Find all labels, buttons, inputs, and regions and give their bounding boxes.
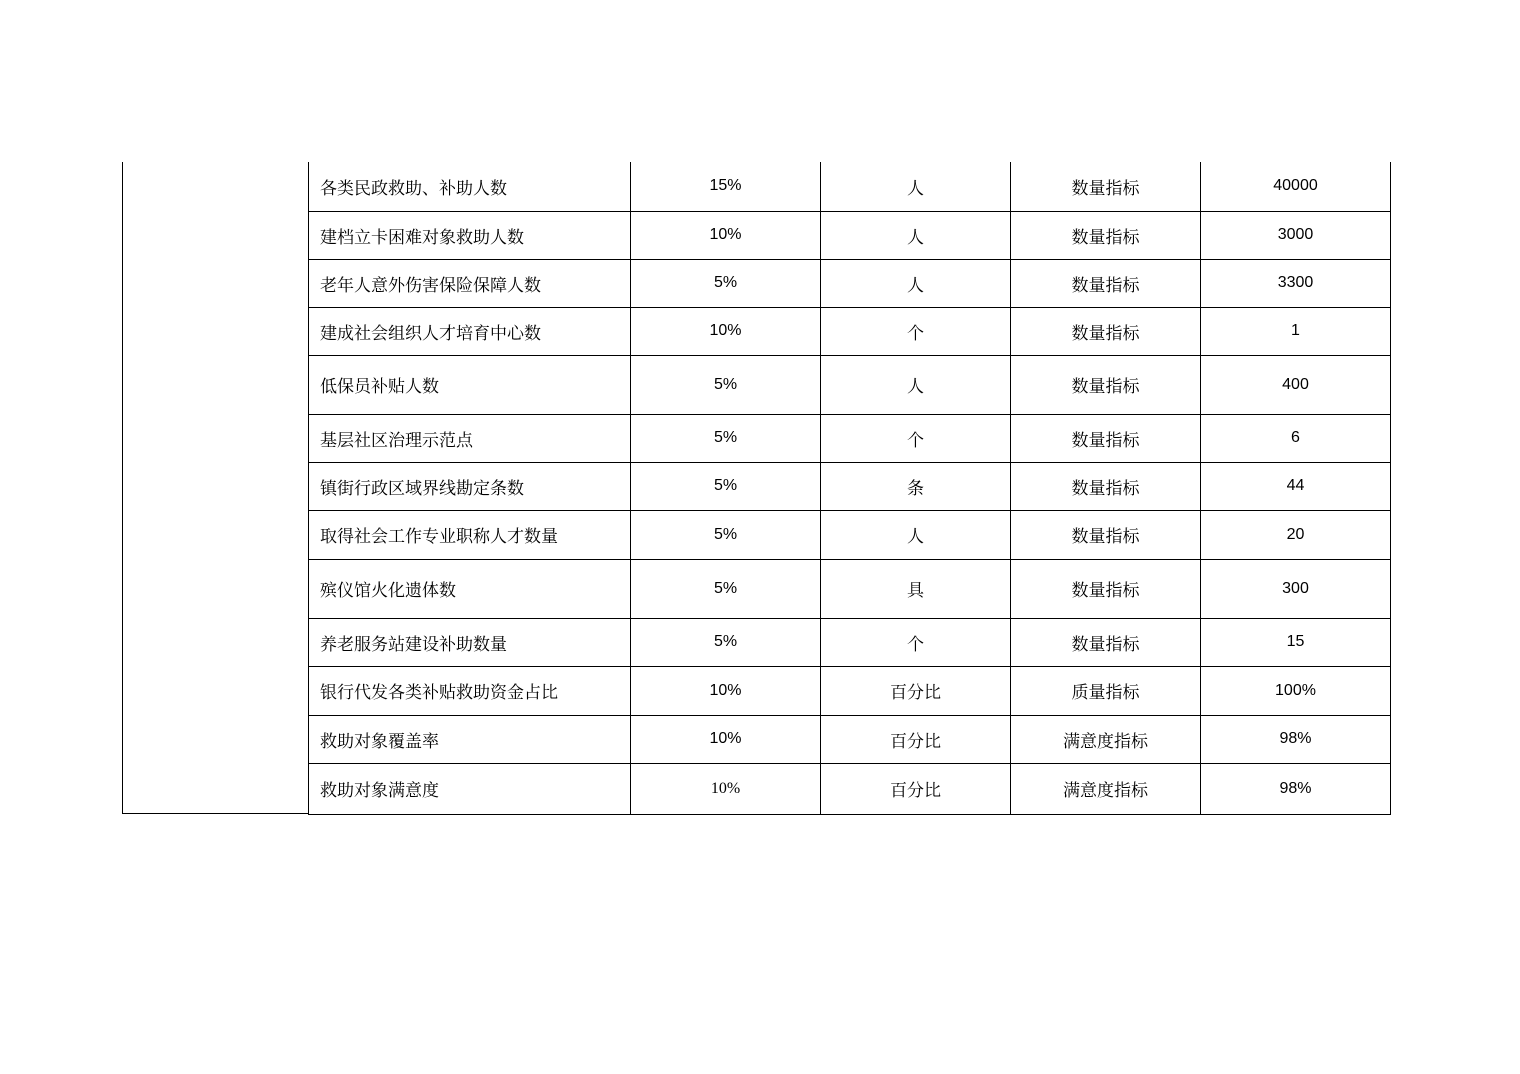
table-row [309,666,1391,715]
indicator-unit: 人 [821,259,1011,307]
indicator-target-value: 20 [1201,510,1391,559]
indicator-weight: 15% [631,162,821,211]
indicator-weight: 5% [631,414,821,462]
indicator-name: 老年人意外伤害保险保障人数 [309,259,631,307]
merged-left-column [122,162,308,814]
indicator-unit: 具 [821,559,1011,618]
indicator-name: 建档立卡困难对象救助人数 [309,211,631,259]
indicator-weight: 10% [631,307,821,355]
indicator-unit: 人 [821,162,1011,211]
table-row [309,307,1391,355]
indicator-name: 养老服务站建设补助数量 [309,618,631,666]
indicator-name: 殡仪馆火化遗体数 [309,559,631,618]
indicator-weight: 5% [631,618,821,666]
indicator-weight: 5% [631,355,821,414]
indicator-weight: 5% [631,462,821,510]
table-row [309,559,1391,618]
indicator-type: 数量指标 [1011,307,1201,355]
indicator-unit: 人 [821,355,1011,414]
table-row [309,510,1391,559]
indicator-type: 数量指标 [1011,510,1201,559]
indicator-name: 建成社会组织人才培育中心数 [309,307,631,355]
table-row [309,462,1391,510]
indicator-target-value: 100% [1201,666,1391,715]
indicator-name: 基层社区治理示范点 [309,414,631,462]
table-row [309,414,1391,462]
indicator-target-value: 44 [1201,462,1391,510]
indicator-type: 质量指标 [1011,666,1201,715]
indicator-unit: 百分比 [821,763,1011,814]
indicator-type: 数量指标 [1011,259,1201,307]
indicator-unit: 人 [821,211,1011,259]
indicator-weight: 5% [631,559,821,618]
indicator-target-value: 98% [1201,715,1391,763]
table-row [309,715,1391,763]
indicator-unit: 条 [821,462,1011,510]
indicator-name: 救助对象满意度 [309,763,631,814]
indicator-unit: 个 [821,414,1011,462]
indicator-weight: 10% [631,715,821,763]
indicator-target-value: 98% [1201,763,1391,814]
indicator-target-value: 40000 [1201,162,1391,211]
indicator-target-value: 3300 [1201,259,1391,307]
indicator-type: 数量指标 [1011,162,1201,211]
table-row [309,763,1391,814]
indicator-unit: 百分比 [821,666,1011,715]
indicator-type: 满意度指标 [1011,715,1201,763]
table-row [309,211,1391,259]
table-row [309,162,1391,211]
indicator-target-value: 6 [1201,414,1391,462]
indicator-name: 银行代发各类补贴救助资金占比 [309,666,631,715]
indicator-type: 数量指标 [1011,414,1201,462]
indicator-type: 数量指标 [1011,355,1201,414]
indicator-name: 镇街行政区域界线勘定条数 [309,462,631,510]
indicator-unit: 百分比 [821,715,1011,763]
indicator-type: 满意度指标 [1011,763,1201,814]
indicator-name: 低保员补贴人数 [309,355,631,414]
indicator-weight: 10% [631,666,821,715]
indicator-type: 数量指标 [1011,618,1201,666]
indicator-name: 取得社会工作专业职称人才数量 [309,510,631,559]
indicator-type: 数量指标 [1011,559,1201,618]
indicator-unit: 个 [821,618,1011,666]
indicator-unit: 人 [821,510,1011,559]
performance-indicator-table [308,162,1391,815]
indicator-target-value: 15 [1201,618,1391,666]
table-row [309,355,1391,414]
indicator-target-value: 400 [1201,355,1391,414]
indicator-target-value: 3000 [1201,211,1391,259]
indicator-weight: 10% [631,763,821,814]
indicator-weight: 10% [631,211,821,259]
indicator-weight: 5% [631,259,821,307]
table-row [309,618,1391,666]
indicator-type: 数量指标 [1011,211,1201,259]
indicator-type: 数量指标 [1011,462,1201,510]
indicator-target-value: 300 [1201,559,1391,618]
indicator-name: 各类民政救助、补助人数 [309,162,631,211]
indicator-name: 救助对象覆盖率 [309,715,631,763]
indicator-weight: 5% [631,510,821,559]
table-row [309,259,1391,307]
indicator-target-value: 1 [1201,307,1391,355]
indicator-unit: 个 [821,307,1011,355]
